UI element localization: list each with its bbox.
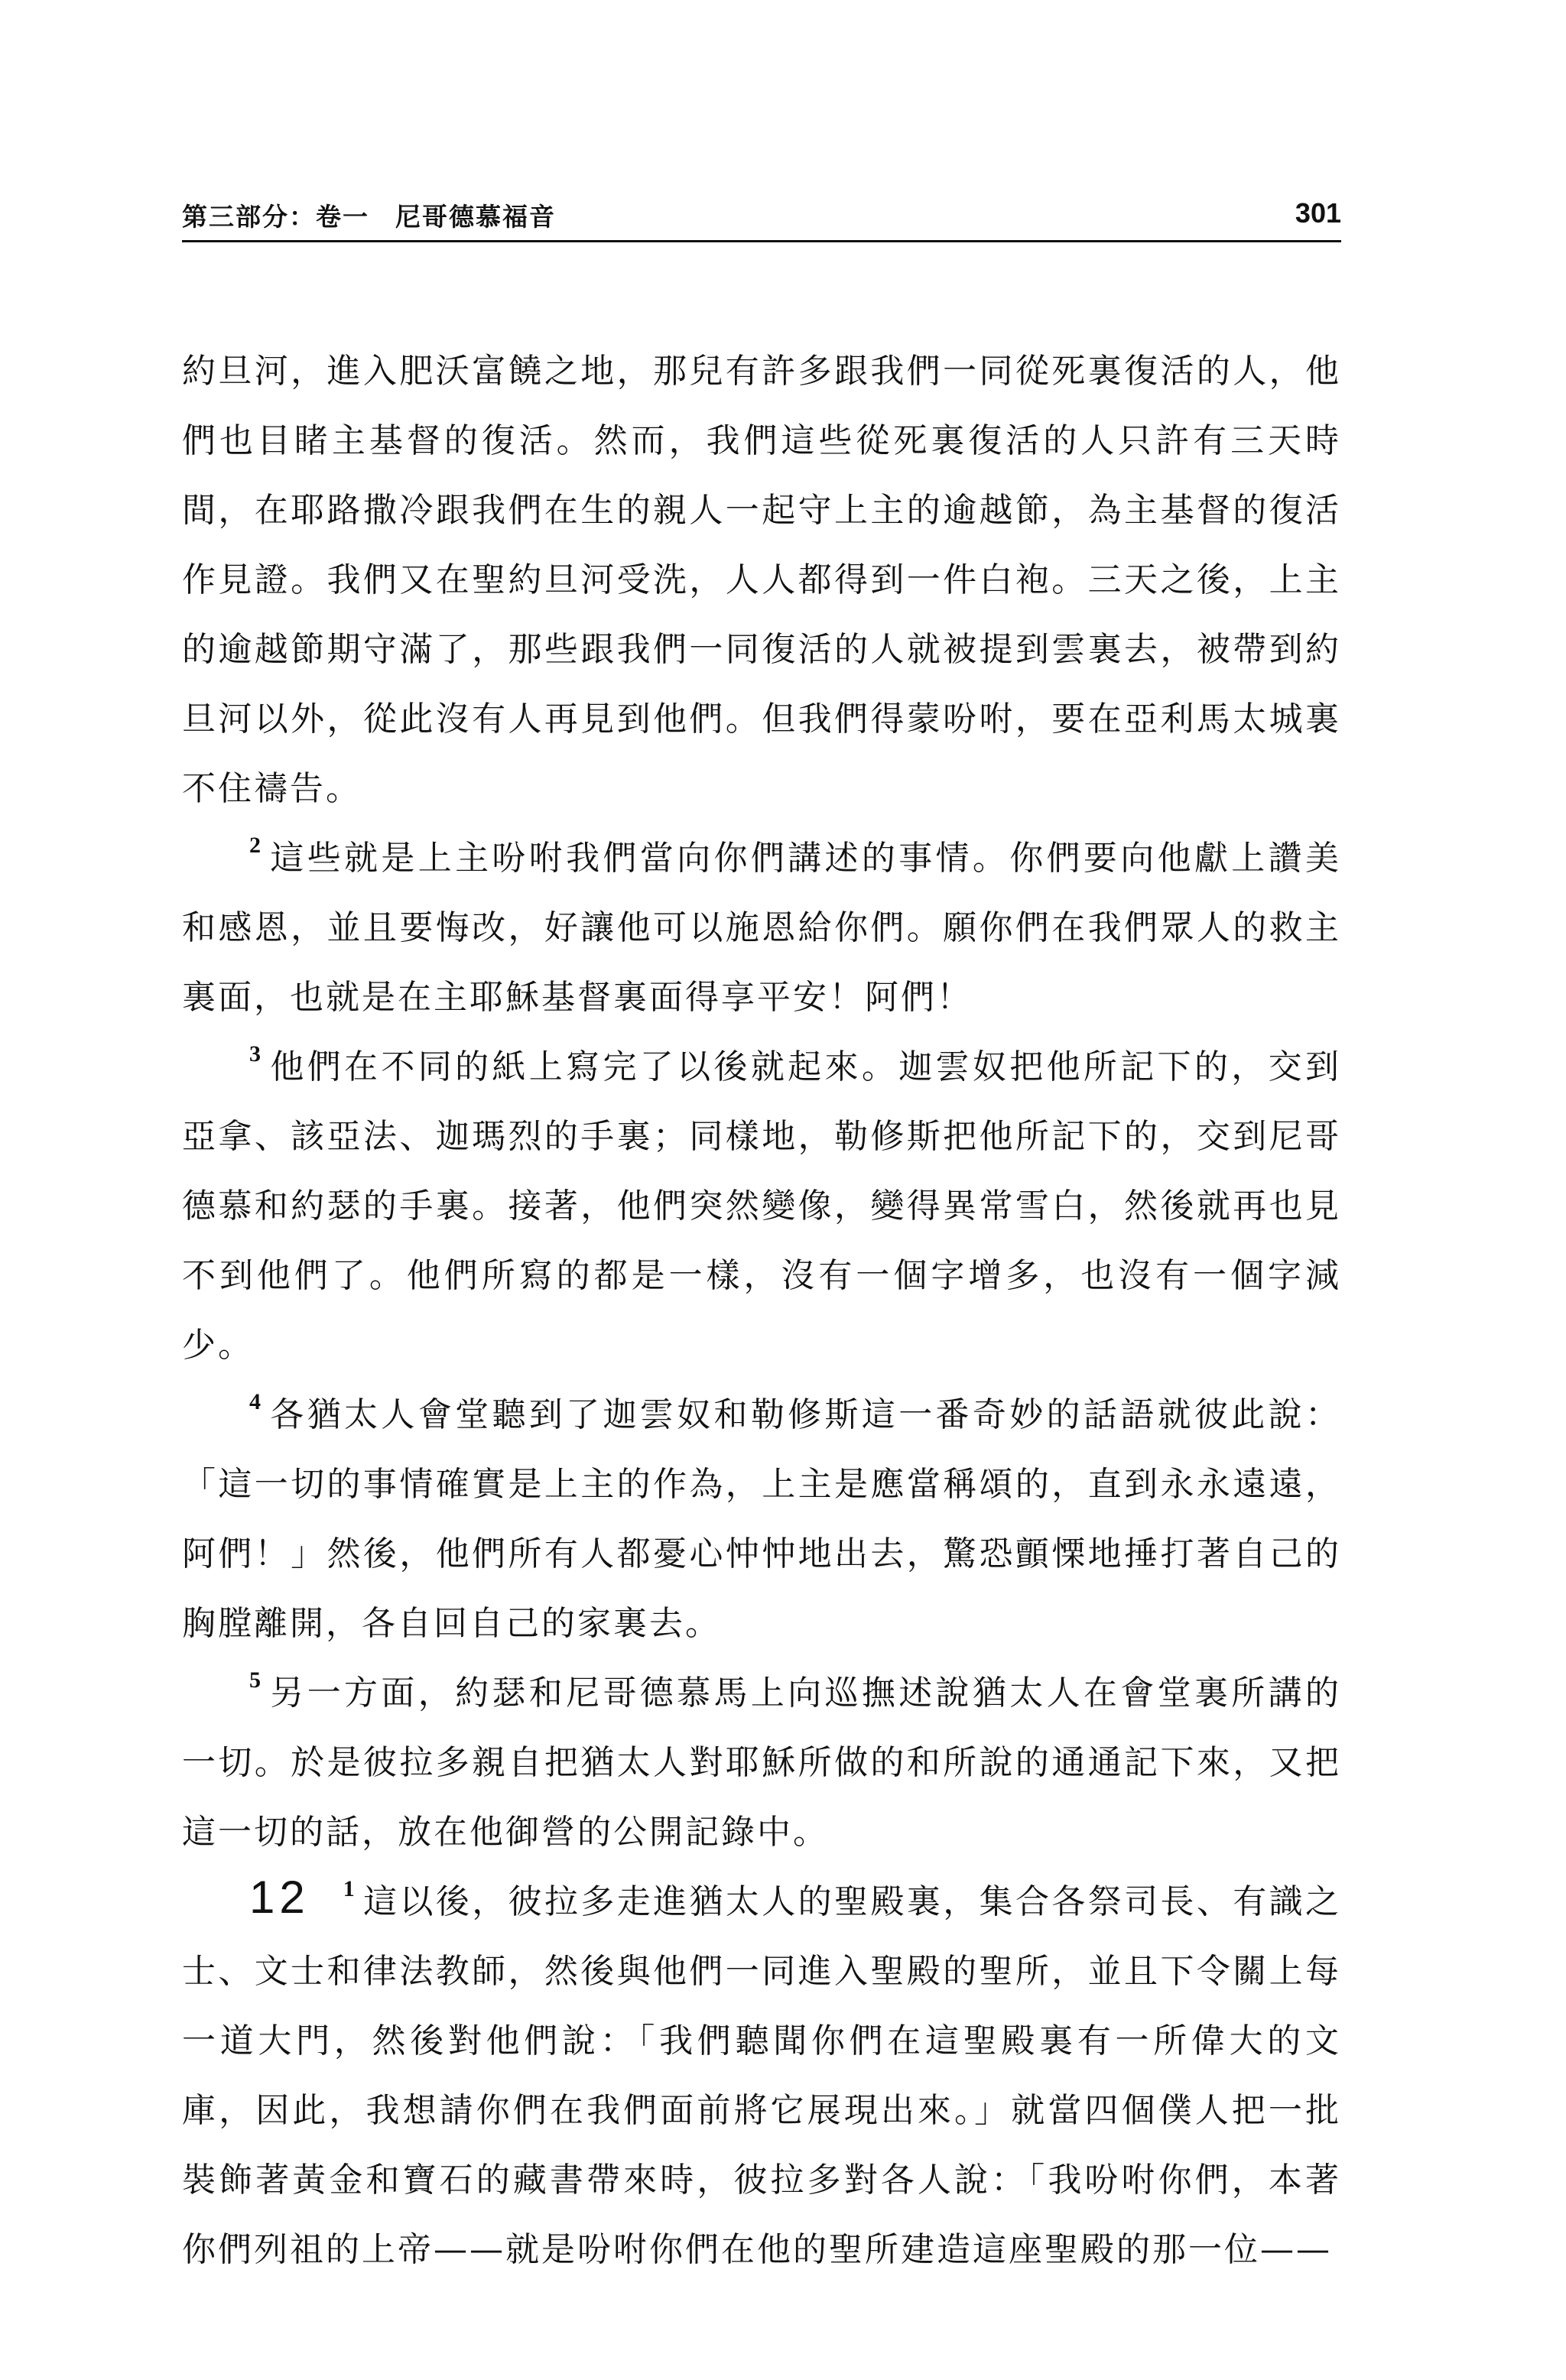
chapter-12-verse-1 (182, 1867, 1341, 2284)
paragraph-text: 各猶太人會堂聽到了迦雲奴和勒修斯這一番奇妙的話語就彼此說：「這一切的事情確實是上主的作為，上主是應當稱頌的，直到永永遠遠，阿們！」然後，他們所有人都憂心忡忡地出去，驚恐顫慄地捶打著自己的胸膛離開，各自回自己的家裏去。 (182, 1395, 1341, 1643)
chapter-number: 12 (249, 1872, 310, 1923)
paragraph-text: 另一方面，約瑟和尼哥德慕馬上向巡撫述說猶太人在會堂裏所講的一切。於是彼拉多親自把猶太人對耶穌所做的和所說的通通記下來，又把這一切的話，放在他御營的公開記錄中。 (182, 1674, 1341, 1852)
running-header (182, 197, 1341, 242)
header-title (182, 197, 556, 233)
paragraph-text: 這些就是上主吩咐我們當向你們講述的事情。你們要向他獻上讚美和感恩，並且要悔改，好讓他可以施恩給你們。願你們在我們眾人的救主裏面，也就是在主耶穌基督裏面得享平安！阿們！ (182, 839, 1341, 1017)
verse-number: 3 (249, 1041, 263, 1067)
verse-5 (182, 1658, 1341, 1867)
verse-number: 2 (249, 833, 263, 858)
main-text (182, 336, 1341, 2284)
verse-4 (182, 1380, 1341, 1658)
paragraph-continuation (182, 336, 1341, 823)
page-number: 301 (1295, 197, 1341, 229)
paragraph-text: 約旦河，進入肥沃富饒之地，那兒有許多跟我們一同從死裏復活的人，他們也目睹主基督的復活。然而，我們這些從死裏復活的人只許有三天時間，在耶路撒冷跟我們在生的親人一起守上主的逾越節，為主基督的復活作見證。我們又在聖約旦河受洗，人人都得到一件白袍。三天之後，上主的逾越節期守滿了，那些跟我們一同復活的人就被提到雲裏去，被帶到約旦河以外，從此沒有人再見到他們。但我們得蒙吩咐，要在亞利馬太城裏不住禱告。 (182, 352, 1341, 808)
verse-2 (182, 823, 1341, 1032)
verse-number: 5 (249, 1667, 263, 1693)
header-book-title: 尼哥德慕福音 (395, 202, 556, 232)
verse-number: 1 (343, 1876, 357, 1901)
verse-number: 4 (249, 1389, 263, 1414)
header-section: 第三部分：卷一 (182, 202, 369, 232)
verse-3 (182, 1032, 1341, 1380)
paragraph-text: 他們在不同的紙上寫完了以後就起來。迦雲奴把他所記下的，交到亞拿、該亞法、迦瑪烈的手裏；同樣地，勒修斯把他所記下的，交到尼哥德慕和約瑟的手裏。接著，他們突然變像，變得異常雪白，然後就再也見不到他們了。他們所寫的都是一樣，沒有一個字增多，也沒有一個字減少。 (182, 1047, 1341, 1365)
paragraph-text: 這以後，彼拉多走進猶太人的聖殿裏，集合各祭司長、有識之士、文士和律法教師，然後與他們一同進入聖殿的聖所，並且下令關上每一道大門，然後對他們說：「我們聽聞你們在這聖殿裏有一所偉大的文庫，因此，我想請你們在我們面前將它展現出來。」就當四個僕人把一批裝飾著黃金和寶石的藏書帶來時，彼拉多對各人說：「我吩咐你們，本著你們列祖的上帝——就是吩咐你們在他的聖所建造這座聖殿的那一位—— (182, 1882, 1341, 2269)
